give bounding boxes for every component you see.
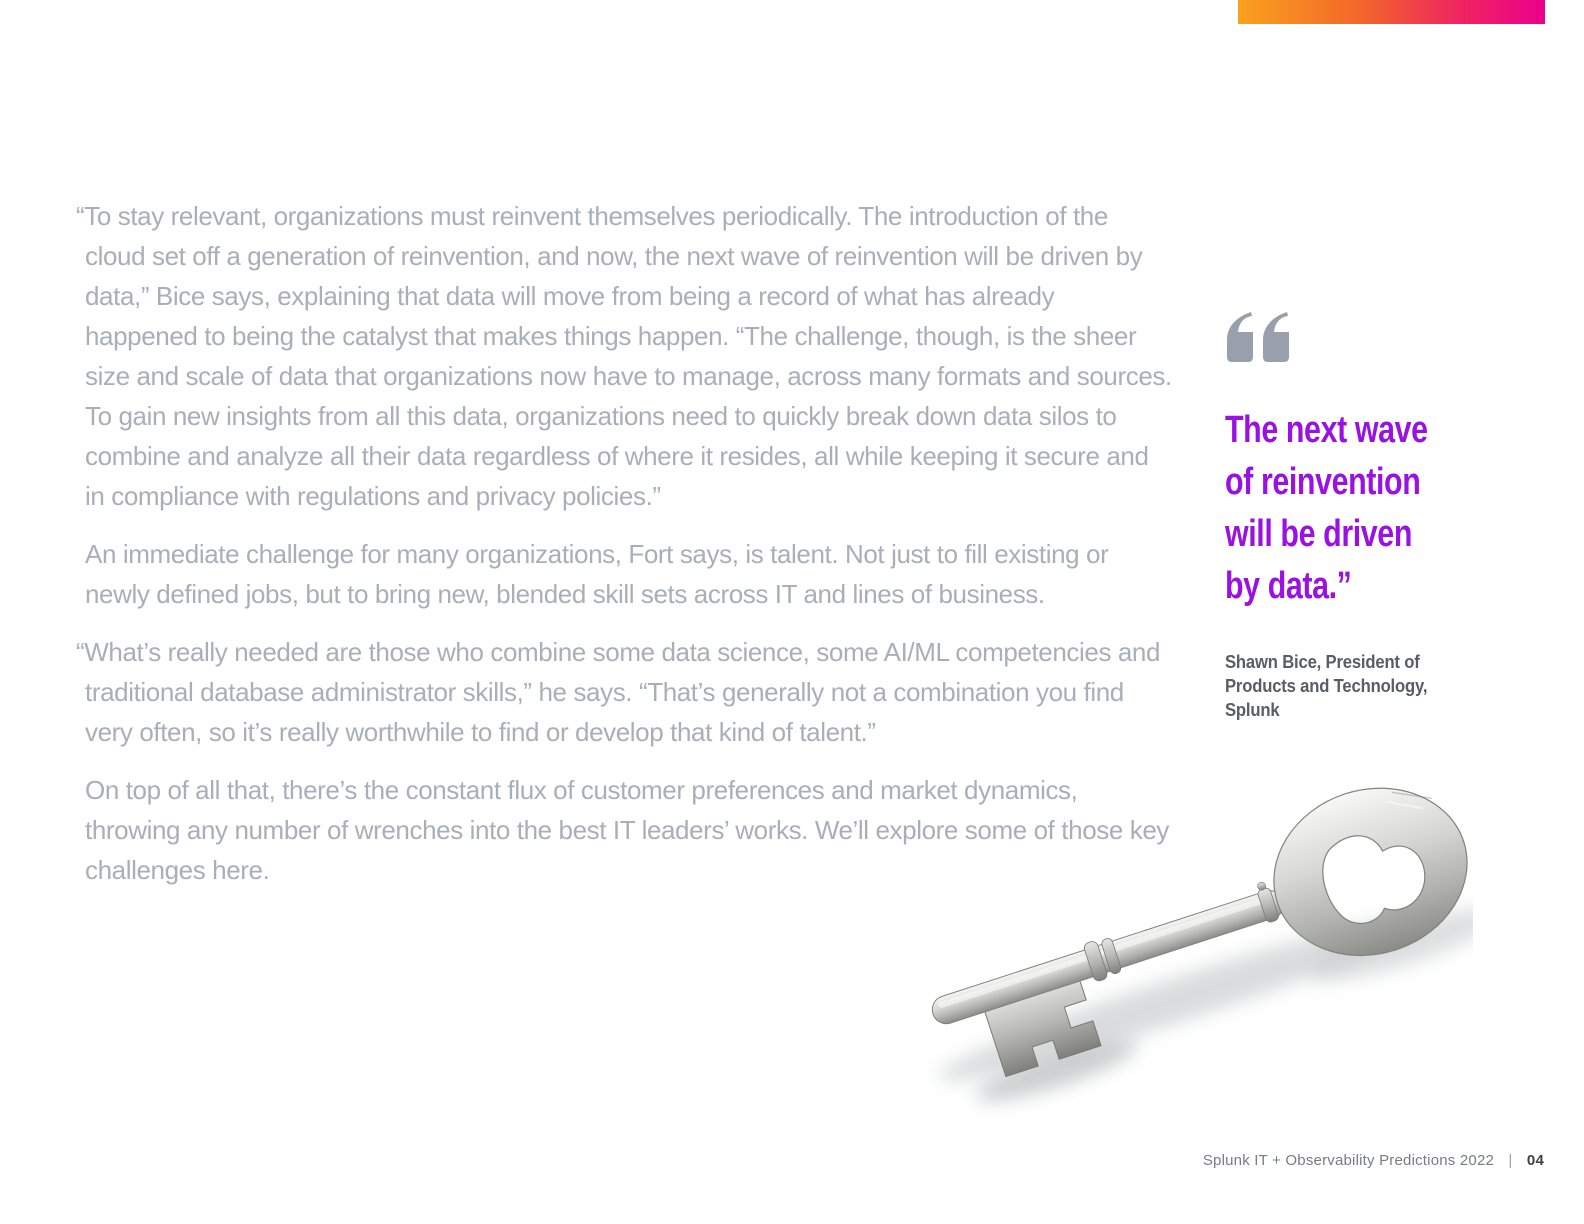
- pull-quote-line: The next wave: [1225, 409, 1428, 451]
- attribution-line: Shawn Bice, President of: [1225, 651, 1420, 672]
- article-paragraph: “To stay relevant, organizations must reinvent themselves periodically. The introduction of the cloud set off a generation of reinvention, and now, the next wave of reinvention will be driven by data,” Bice says, explaining that data will move from being a record of what has already happened to being the catalyst that makes things happen. “The challenge, though, is the sheer size and scale of data that organizations now have to manage, across many formats and sources. To gain new insights from all this data, organizations need to quickly break down data silos to combine and analyze all their data regardless of where it resides, all while keeping it secure and in compliance with regulations and privacy policies.”: [76, 201, 1172, 511]
- page-footer: [1203, 1152, 1544, 1169]
- footer-separator: |: [1508, 1152, 1513, 1169]
- pull-quote-line: of reinvention: [1225, 461, 1421, 503]
- key-photo: [893, 776, 1473, 1126]
- article-paragraph: An immediate challenge for many organizations, Fort says, is talent. Not just to fill existing or newly defined jobs, but to bring new, blended skill sets across IT and lines of business.: [85, 539, 1109, 609]
- footer-page-number: 04: [1526, 1152, 1544, 1169]
- article-paragraph: On top of all that, there’s the constant flux of customer preferences and market dynamics, throwing any number of wrenches into the best IT leaders’ works. We’ll explore some of those key challenges here.: [85, 775, 1169, 885]
- open-quote-icon: [1224, 312, 1292, 362]
- pull-quote-line: will be driven: [1225, 513, 1412, 555]
- quote-attribution: [1225, 650, 1427, 722]
- pull-quote-line: by data.”: [1225, 565, 1352, 607]
- article-paragraph: “What’s really needed are those who combine some data science, some AI/ML competencies and traditional database administrator skills,” he says. “That’s generally not a combination you find very often, so it’s really worthwhile to find or develop that kind of talent.”: [76, 637, 1161, 747]
- attribution-line: Splunk: [1225, 699, 1280, 720]
- pull-quote: [1225, 404, 1428, 612]
- footer-document-title: Splunk IT + Observability Predictions 2022: [1202, 1152, 1495, 1169]
- attribution-line: Products and Technology,: [1225, 675, 1428, 696]
- brand-gradient-bar: [1238, 0, 1545, 24]
